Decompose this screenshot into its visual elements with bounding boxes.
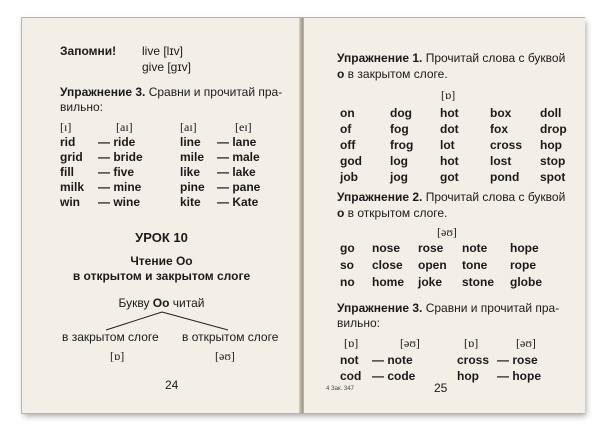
pair-word: — Kate <box>217 195 259 209</box>
pair-word: — ride <box>98 135 136 149</box>
exercise3-title: Упражнение 3. <box>60 85 146 99</box>
ex2-word: globe <box>510 275 542 289</box>
lesson-subtitle-2: в открытом и закрытом слоге <box>72 269 251 283</box>
read-letter-suffix: читай <box>169 296 205 310</box>
ex1-word: on <box>340 106 355 120</box>
ex3-header: [əʊ] <box>516 336 536 350</box>
ex3-word: — code <box>372 369 416 383</box>
ex2-word: joke <box>418 275 443 289</box>
pair-word: like <box>180 165 201 179</box>
ex1-instruction-2 <box>337 67 448 81</box>
ex1-word: frog <box>390 138 414 152</box>
ex1-word: fog <box>390 122 409 136</box>
branch-left-label: в закрытом слоге <box>62 330 159 344</box>
pair-word: — wine <box>98 195 141 209</box>
lesson-title: УРОК 10 <box>135 230 188 245</box>
pair-column-4 <box>217 120 260 210</box>
exercise3-instruction-2: вильно: <box>60 100 103 114</box>
ex3-header: [əʊ] <box>400 336 420 350</box>
pair-word: — five <box>98 165 135 179</box>
pair-column-header: [ɪ] <box>60 120 72 134</box>
ex1-word: log <box>390 154 408 168</box>
ex3-word: not <box>340 353 359 367</box>
pair-column-header: [eɪ] <box>235 120 252 134</box>
ex1-heading <box>337 51 565 65</box>
branch-right-label: в открытом слоге <box>182 330 279 344</box>
pair-word: — lake <box>217 165 256 179</box>
ex2-word: open <box>418 258 447 272</box>
right-page <box>303 18 585 413</box>
exercise3-instruction-1: Сравни и прочитай пра- <box>148 85 283 99</box>
ex1-row <box>340 154 590 170</box>
pair-word: — male <box>217 150 260 164</box>
ex1-word: jog <box>390 170 408 184</box>
branch-line-right <box>162 312 228 330</box>
ex2-title: Упражнение 2. <box>337 190 423 204</box>
ex1-word: box <box>490 106 512 120</box>
pair-word: fill <box>60 165 74 179</box>
ex1-word: job <box>340 170 358 184</box>
left-page <box>22 18 302 413</box>
read-letter-prefix: Букву <box>118 296 153 310</box>
ex2-word: nose <box>372 241 401 255</box>
ex1-word: doll <box>540 106 562 120</box>
ex2-word: tone <box>462 258 488 272</box>
ex3-word: — note <box>372 353 413 367</box>
ex1-word: hop <box>540 138 562 152</box>
ex1-instruction-1: Прочитай слова с буквой <box>425 51 566 65</box>
ex1-word: fox <box>490 122 508 136</box>
ex1-word: stop <box>540 154 566 168</box>
pair-word: — bride <box>98 150 143 164</box>
ex2-word: stone <box>462 275 495 289</box>
ex1-row <box>340 138 590 154</box>
ex1-word: hot <box>440 154 459 168</box>
ex3-instruction-1: Сравни и прочитай пра- <box>425 301 560 315</box>
ex2-word: home <box>372 275 405 289</box>
pair-word: pine <box>180 180 205 194</box>
ex1-word: lot <box>440 138 455 152</box>
ex1-word: dog <box>390 106 412 120</box>
ex3-word: — hope <box>497 369 541 383</box>
pair-word: grid <box>60 150 83 164</box>
ex1-word: cross <box>490 138 523 152</box>
ex3-word: hop <box>457 369 479 383</box>
pair-word: mile <box>180 150 205 164</box>
ex1-word: god <box>340 154 362 168</box>
pair-column-3 <box>180 120 205 210</box>
page-number-left: 24 <box>165 378 179 392</box>
ex1-word: lost <box>490 154 512 168</box>
ex1-letter: о <box>337 67 345 81</box>
branch-right-sound: [əʊ] <box>215 349 235 363</box>
page-number-right: 25 <box>434 381 448 395</box>
ex1-row <box>340 170 590 186</box>
pair-word: rid <box>60 135 76 149</box>
ex2-instruction-rest: в открытом слоге. <box>344 206 448 220</box>
pair-word: — mine <box>98 180 142 194</box>
pair-word: win <box>60 195 80 209</box>
ex2-word: note <box>462 241 488 255</box>
branch-line-left <box>106 312 162 330</box>
pair-word: line <box>180 135 201 149</box>
ex1-word: of <box>340 122 352 136</box>
pair-word: kite <box>180 195 201 209</box>
ex1-row <box>340 106 590 122</box>
ex3-word: — rose <box>497 353 538 367</box>
ex2-word: hope <box>510 241 539 255</box>
ex2-row <box>340 241 559 258</box>
open-book <box>22 18 584 413</box>
pair-column-header: [aɪ] <box>116 120 133 134</box>
ex1-instruction-rest: в закрытом слоге. <box>344 67 448 81</box>
branch-left-sound: [ɒ] <box>110 349 125 363</box>
pair-word: milk <box>60 180 85 194</box>
ex2-word: go <box>340 241 355 255</box>
lesson-subtitle-1: Чтение Oo <box>130 254 193 268</box>
ex1-word: spot <box>540 170 566 184</box>
ex2-row <box>340 258 559 275</box>
ex2-word: rose <box>418 241 444 255</box>
ex3-header: [ɒ] <box>344 336 359 350</box>
remember-label: Запомни! <box>60 44 117 58</box>
pair-word: — pane <box>217 180 261 194</box>
ex2-word: close <box>372 258 403 272</box>
ex3-word: cross <box>457 353 490 367</box>
ex1-title: Упражнение 1. <box>337 51 423 65</box>
pair-column-1 <box>60 120 84 210</box>
ex2-word: rope <box>510 258 537 272</box>
remember-line-2: give [gɪv] <box>142 60 191 74</box>
ex1-word-grid <box>340 106 590 186</box>
ex1-word: hot <box>440 106 459 120</box>
ex2-word: no <box>340 275 355 289</box>
ex3-word: cod <box>340 369 362 383</box>
ex1-sound: [ɒ] <box>441 88 456 102</box>
ex1-word: got <box>440 170 459 184</box>
read-letter-letter: Oo <box>152 296 170 310</box>
remember-line-1: live [lɪv] <box>142 44 183 58</box>
ex2-instruction-1: Прочитай слова с буквой <box>425 190 566 204</box>
ex3-instruction-2: вильно: <box>337 316 380 330</box>
ex1-row <box>340 122 590 138</box>
ex2-heading <box>337 190 565 204</box>
pair-column-2 <box>98 120 143 210</box>
ex1-word: off <box>340 138 356 152</box>
ex2-sound: [əʊ] <box>437 225 457 239</box>
ex1-word: pond <box>490 170 520 184</box>
ex2-letter: о <box>337 206 345 220</box>
ex2-word-grid <box>340 241 559 292</box>
ex3-heading <box>337 301 559 315</box>
exercise3-heading <box>60 85 282 99</box>
ex1-word: dot <box>440 122 459 136</box>
ex3-title: Упражнение 3. <box>337 301 423 315</box>
ex2-word: so <box>340 258 355 272</box>
footer-print-mark: 4 Зак. 347 <box>326 386 354 392</box>
pair-word: — lane <box>217 135 257 149</box>
ex2-row <box>340 275 559 292</box>
ex3-header: [ɒ] <box>464 336 479 350</box>
pair-column-header: [aɪ] <box>180 120 197 134</box>
ex1-word: drop <box>540 122 567 136</box>
ex2-instruction-2 <box>337 206 447 220</box>
